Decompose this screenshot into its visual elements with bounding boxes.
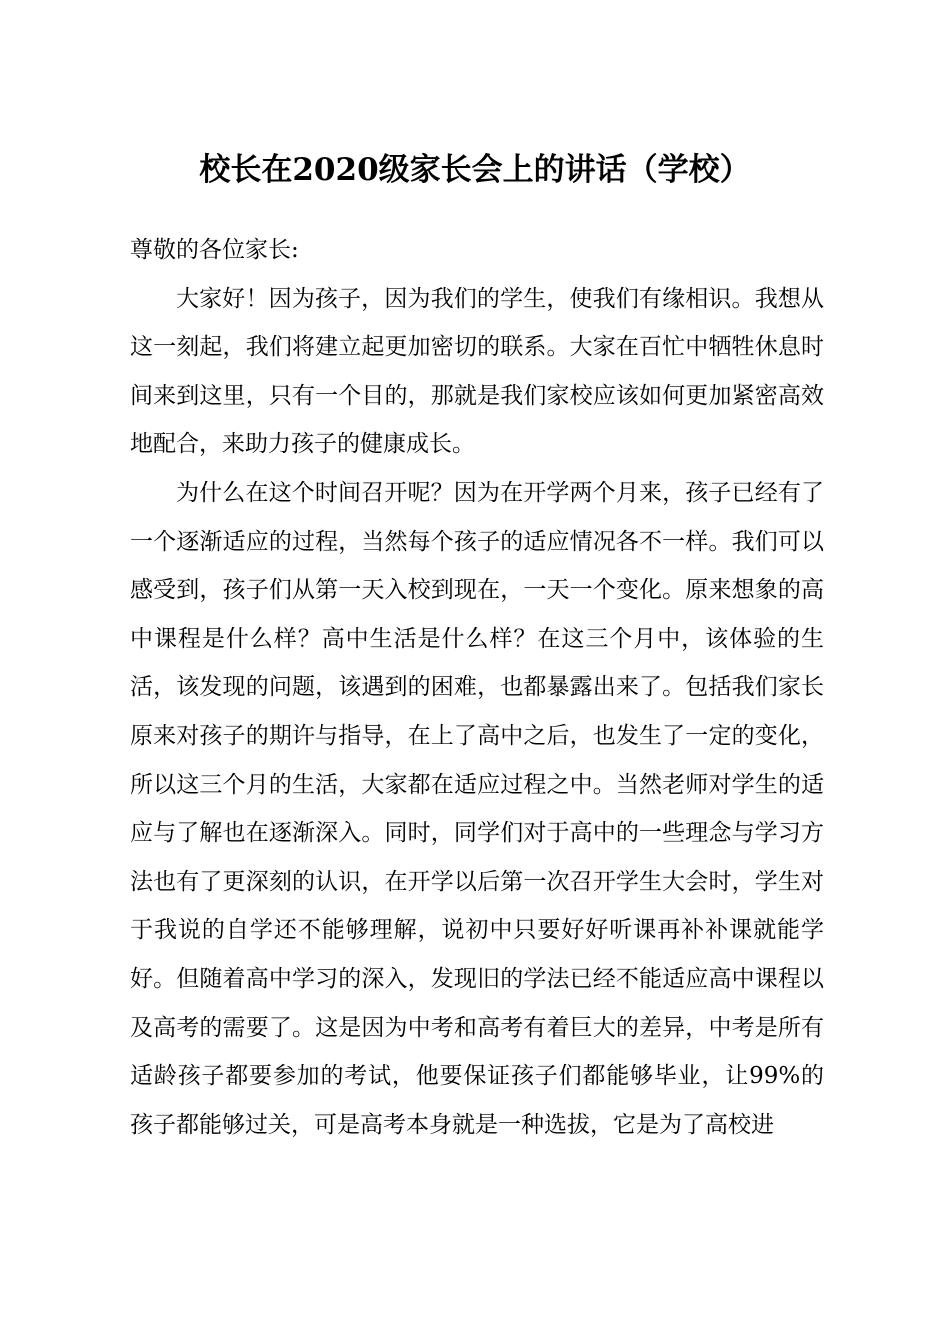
paragraph-2: 为什么在这个时间召开呢？因为在开学两个月来，孩子已经有了一个逐渐适应的过程，当然每个孩子的适应情况各不一样。我们可以感受到，孩子们从第一天入校到现在，一天一个变化。原来想象的高中课程是什么样？高中生活是什么样？在这三个月中，该体验的生活，该发现的问题，该遇到的困难，也都暴露出来了。包括我们家长原来对孩子的期许与指导，在上了高中之后，也发生了一定的变化，所以这三个月的生活，大家都在适应过程之中。当然老师对学生的适应与了解也在逐渐深入。同时，同学们对于高中的一些理念与学习方法也有了更深刻的认识，在开学以后第一次召开学生大会时，学生对于我说的自学还不能够理解，说初中只要好好听课再补补课就能学好。但随着高中学习的深入，发现旧的学法已经不能适应高中课程以及高考的需要了。这是因为中考和高考有着巨大的差异，中考是所有适龄孩子都要参加的考试，他要保证孩子们都能够毕业，让99%的孩子都能够过关，可是高考本身就是一种选拔，它是为了高校进 bbox=[130, 479, 824, 1138]
document-body bbox=[130, 226, 824, 1149]
paragraph-1: 大家好！因为孩子，因为我们的学生，使我们有缘相识。我想从这一刻起，我们将建立起更加密切的联系。大家在百忙中牺牲休息时间来到这里，只有一个目的，那就是我们家校应该如何更加紧密高效地配合，来助力孩子的健康成长。 bbox=[130, 285, 824, 458]
document-title: 校长在2020级家长会上的讲话（学校） bbox=[199, 152, 751, 188]
salutation: 尊敬的各位家长: bbox=[130, 237, 299, 263]
